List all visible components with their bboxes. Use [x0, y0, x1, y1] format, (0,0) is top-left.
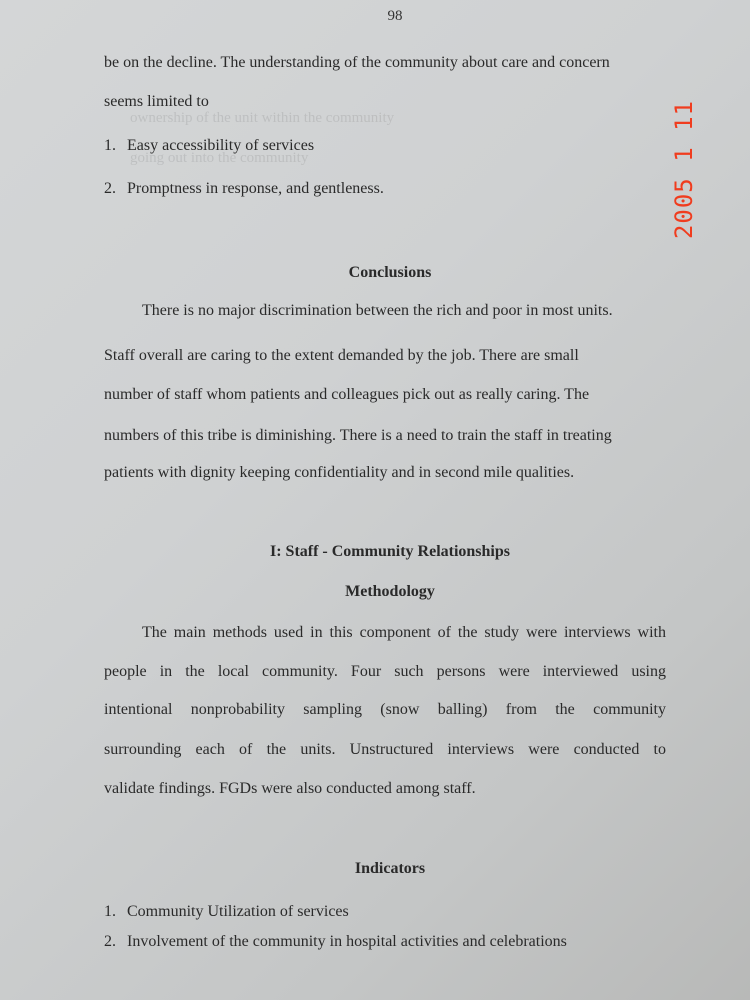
- intro-list-item: [104, 137, 314, 155]
- list-text: Promptness in response, and gentleness.: [127, 180, 384, 197]
- methodology-line: surrounding each of the units. Unstructured interviews were conducted to: [104, 741, 666, 758]
- list-number: 2.: [104, 933, 116, 950]
- show-through-text: going out into the community: [130, 150, 309, 166]
- list-number: 1.: [104, 903, 116, 920]
- conclusions-line: numbers of this tribe is diminishing. There is a need to train the staff in treating: [104, 427, 612, 444]
- intro-line-1: be on the decline. The understanding of the community about care and concern: [104, 54, 610, 71]
- conclusions-line: Staff overall are caring to the extent demanded by the job. There are small: [104, 347, 579, 364]
- indicators-heading: Indicators: [354, 860, 426, 877]
- list-number: 1.: [104, 137, 116, 154]
- show-through-text: ownership of the unit within the community: [130, 110, 395, 126]
- list-text: Easy accessibility of services: [127, 137, 315, 154]
- methodology-line: intentional nonprobability sampling (snow balling) from the community: [104, 701, 666, 718]
- conclusions-line: patients with dignity keeping confidentiality and in second mile qualities.: [104, 464, 575, 481]
- list-number: 2.: [104, 180, 116, 197]
- list-text: Community Utilization of services: [127, 903, 349, 920]
- indicator-list-item: [104, 933, 567, 951]
- conclusions-heading: Conclusions: [348, 264, 432, 281]
- intro-list-item: [104, 180, 384, 198]
- methodology-heading: Methodology: [345, 583, 435, 600]
- list-text: Involvement of the community in hospital activities and celebrations: [127, 933, 567, 950]
- methodology-line: people in the local community. Four such persons were interviewed using: [104, 663, 666, 680]
- intro-line-2: seems limited to: [104, 93, 209, 110]
- conclusions-line: number of staff whom patients and colleagues pick out as really caring. The: [104, 386, 590, 403]
- methodology-line: validate findings. FGDs were also conducted among staff.: [104, 780, 476, 797]
- section-heading: I: Staff - Community Relationships: [269, 543, 510, 560]
- date-stamp-text: 2005 1 11: [670, 100, 698, 240]
- methodology-line: The main methods used in this component of the study were interviews with: [142, 624, 666, 641]
- date-stamp: [668, 100, 700, 239]
- page-number: 98: [387, 8, 403, 24]
- conclusions-line: There is no major discrimination between the rich and poor in most units.: [142, 302, 613, 319]
- indicator-list-item: [104, 903, 349, 921]
